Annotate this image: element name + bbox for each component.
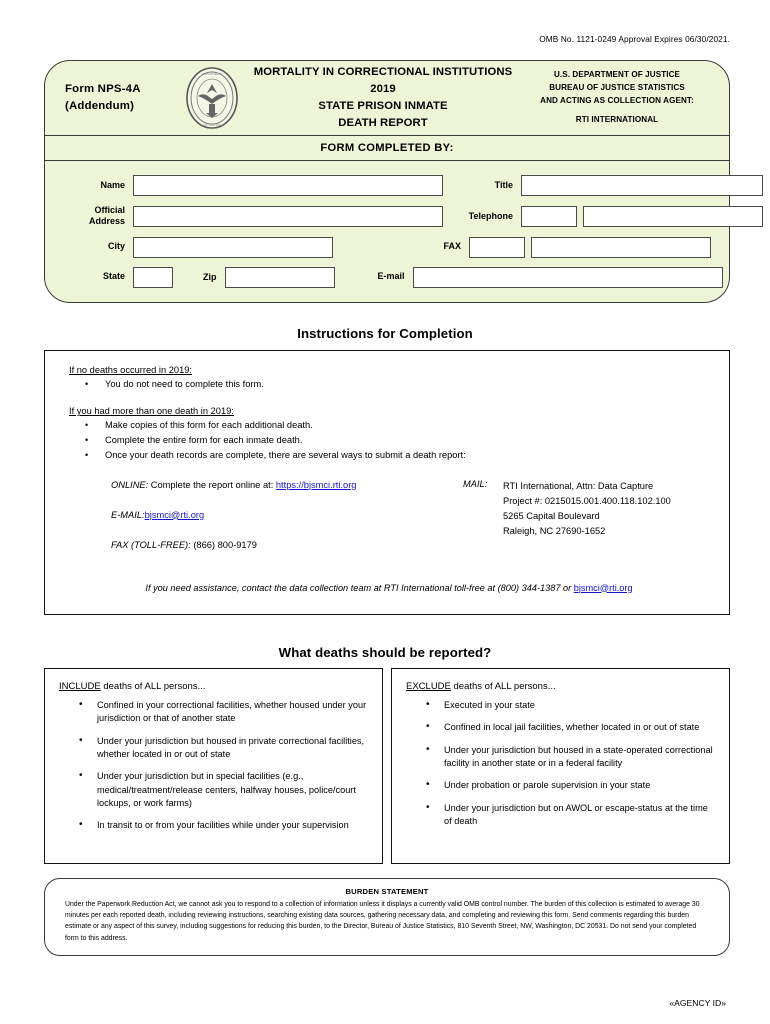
email-address-link[interactable]: bjsmci@rti.org [144, 509, 205, 520]
list-item: • Under probation or parole supervision in your state [406, 779, 717, 792]
field-row-state-zip-email [63, 267, 711, 288]
list-item: • You do not need to complete this form. [73, 378, 709, 392]
name-label: Name [100, 179, 125, 190]
list-item: • Under your jurisdiction but in special facilities (e.g., medical/treatment/release centers, halfway houses, police/court lockups, or work farms) [59, 770, 370, 810]
form-title-line3: DEATH REPORT [338, 116, 428, 129]
multiple-deaths-heading: If you had more than one death in 2019: [69, 405, 234, 416]
fax-method-label: FAX (TOLL-FREE): [111, 539, 191, 550]
fax-area-code-input[interactable] [469, 237, 525, 258]
exclude-list [406, 699, 717, 828]
state-input[interactable] [133, 267, 173, 288]
assistance-email-link[interactable]: bjsmci@rti.org [573, 582, 633, 593]
city-input[interactable] [133, 237, 333, 258]
assistance-text: If you need assistance, contact the data collection team at RTI International toll-free at (800) 344-1387 or [145, 582, 574, 593]
title-input[interactable] [521, 175, 763, 196]
online-method [111, 479, 463, 493]
form-completed-by-header: FORM COMPLETED BY: [45, 135, 729, 161]
masthead-header-row [45, 61, 729, 135]
list-item: • Make copies of this form for each additional death. [73, 419, 709, 433]
mail-line-3: 5265 Capital Boulevard [503, 510, 600, 521]
agency-block [519, 69, 715, 126]
doj-seal-icon [183, 65, 241, 131]
include-box [44, 668, 383, 864]
collection-agent-name: RTI INTERNATIONAL [575, 115, 659, 125]
multiple-deaths-list [73, 419, 709, 463]
form-title-line2: STATE PRISON INMATE [318, 100, 448, 112]
no-deaths-list [73, 378, 709, 392]
city-label: City [107, 241, 125, 252]
zip-label: Zip [203, 272, 217, 282]
online-url-link[interactable]: https://bjsmci.rti.org [275, 479, 357, 490]
submission-methods-left [111, 479, 463, 569]
fax-label: FAX [443, 241, 461, 252]
mail-method-label: MAIL: [463, 478, 488, 489]
fax-method-number: (866) 800-9179 [193, 539, 257, 550]
zip-input[interactable] [225, 267, 335, 288]
email-label: E-mail [377, 271, 405, 282]
online-label: ONLINE: [111, 479, 149, 490]
exclude-suffix: deaths of ALL persons... [450, 681, 556, 692]
name-input[interactable] [133, 175, 443, 196]
include-list [59, 699, 370, 833]
email-method [111, 509, 463, 523]
list-item: • Under your jurisdiction but on AWOL or escape-status at the time of death [406, 802, 717, 829]
mail-line-4: Raleigh, NC 27690-1652 [503, 525, 606, 536]
field-row-address-telephone [63, 205, 711, 228]
include-heading [59, 681, 370, 692]
assistance-note [69, 583, 709, 593]
state-label: State [102, 271, 125, 282]
email-input[interactable] [413, 267, 723, 288]
list-item: • Confined in local jail facilities, whether located in or out of state [406, 721, 717, 734]
official-address-input[interactable] [133, 206, 443, 227]
field-row-name-title [63, 175, 711, 196]
reportable-heading: What deaths should be reported? [278, 645, 492, 660]
agency-line-3: AND ACTING AS COLLECTION AGENT: [540, 95, 694, 105]
form-identifier [65, 81, 183, 114]
list-item: • Complete the entire form for each inmate death. [73, 434, 709, 448]
mail-line-1: RTI International, Attn: Data Capture [503, 480, 654, 491]
mail-line-2: Project #: 0215015.001.400.118.102.100 [503, 495, 671, 506]
agency-line-2: BUREAU OF JUSTICE STATISTICS [549, 82, 685, 92]
list-item: • Under your jurisdiction but housed in private correctional facilities, whether located in or out of state [59, 735, 370, 762]
instructions-heading: Instructions for Completion [297, 326, 473, 341]
mail-method [463, 479, 709, 569]
telephone-label: Telephone [468, 210, 513, 221]
svg-text:DEPARTMENT: DEPARTMENT [201, 72, 223, 76]
masthead-panel [44, 60, 730, 303]
include-keyword: INCLUDE [59, 681, 101, 692]
burden-statement-box [44, 878, 730, 956]
mail-address-lines [503, 479, 671, 569]
instructions-box [44, 350, 730, 615]
list-item: • Under your jurisdiction but housed in a state-operated correctional facility in another state or in a federal facility [406, 744, 717, 771]
agency-line-1: U.S. DEPARTMENT OF JUSTICE [553, 70, 681, 80]
agency-id-field: «AGENCY ID» [669, 998, 726, 1008]
reportable-columns [44, 668, 730, 864]
include-suffix: deaths of ALL persons... [100, 681, 206, 692]
no-deaths-heading: If no deaths occurred in 2019: [69, 365, 193, 375]
omb-notice: OMB No. 1121-0249 Approval Expires 06/30/2021. [539, 34, 730, 44]
svg-text:OF JUSTICE: OF JUSTICE [203, 123, 221, 127]
fax-method [111, 539, 463, 553]
official-address-label-line1: Official [94, 205, 125, 215]
form-title [241, 64, 519, 132]
burden-statement-body: Under the Paperwork Reduction Act, we cannot ask you to respond to a collection of information unless it displays a currently valid OMB control number. The burden of this collection is estimated to average 30 minutes per each reported death, including reviewing instructions, searching existing data sources, gathering necessary data, and completing and reviewing this form. Send comments regarding this burden estimate or any aspect of this survey, including suggestions for reducing this burden, to the Director, Bureau of Justice Statistics, 810 Seventh Street, NW, Washington, DC 20531. Do not send your completed form to this address. [65, 901, 700, 942]
list-item: • Confined in your correctional facilities, whether housed under your jurisdiction or that of another state [59, 699, 370, 726]
field-row-city-fax [63, 237, 711, 258]
online-text: Complete the report online at: [150, 479, 274, 490]
exclude-keyword: EXCLUDE [406, 681, 451, 692]
official-address-label-line2: Address [88, 216, 125, 227]
form-title-line1: MORTALITY IN CORRECTIONAL INSTITUTIONS 2019 [253, 66, 513, 96]
respondent-fields [45, 161, 729, 288]
burden-statement-title: BURDEN STATEMENT [345, 887, 429, 896]
official-address-label [63, 205, 133, 228]
form-number: Form NPS-4A [65, 83, 141, 96]
form-suffix: (Addendum) [65, 100, 135, 112]
telephone-area-code-input[interactable] [521, 206, 577, 227]
telephone-number-input[interactable] [583, 206, 763, 227]
exclude-heading [406, 681, 717, 692]
list-item: • In transit to or from your facilities while under your supervision [59, 819, 370, 832]
exclude-box [391, 668, 730, 864]
list-item: • Once your death records are complete, there are several ways to submit a death report: [73, 449, 709, 463]
email-method-label: E-MAIL: [111, 509, 145, 520]
submission-methods [69, 479, 709, 569]
list-item: • Executed in your state [406, 699, 717, 712]
title-label: Title [494, 179, 513, 190]
fax-number-input[interactable] [531, 237, 711, 258]
